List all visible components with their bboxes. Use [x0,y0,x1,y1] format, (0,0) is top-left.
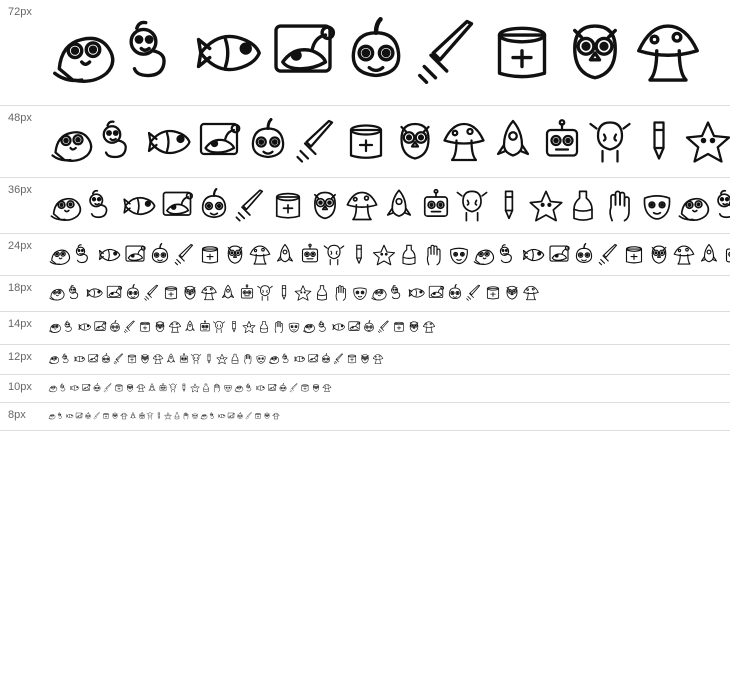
mask-doodle-icon [351,284,369,302]
worm-doodle-icon [61,353,73,365]
sword-doodle-icon [597,243,621,267]
anglerfish-doodle-icon [87,353,99,365]
star-doodle-icon [294,284,312,302]
jar-doodle-icon [484,284,502,302]
bottle-doodle-icon [201,383,211,393]
hand-doodle-icon [212,383,222,393]
worm-doodle-icon [63,320,77,334]
mushroom-doodle-icon [422,320,436,334]
worm-doodle-icon [713,188,730,224]
specimen-row-8px [0,403,730,431]
mushroom-doodle-icon [522,284,540,302]
anglerfish-doodle-icon [123,243,147,267]
specimen-row-24px [0,234,730,276]
sword-doodle-icon [333,353,345,365]
pencil-doodle-icon [179,383,189,393]
fish-doodle-icon [256,383,266,393]
alien-doodle-icon [212,320,226,334]
sword-doodle-icon [377,320,391,334]
specimen-sample-14px [48,320,730,337]
bird-doodle-icon [370,284,388,302]
jar-doodle-icon [486,17,558,89]
rocket-doodle-icon [219,284,237,302]
fish-doodle-icon [146,118,194,166]
robot-doodle-icon [418,188,454,224]
specimen-row-14px [0,312,730,345]
apple-face-doodle-icon [340,17,412,89]
size-label: 72px [8,6,32,18]
alien-doodle-icon [586,118,634,166]
mask-doodle-icon [255,353,267,365]
apple-face-doodle-icon [362,320,376,334]
bird-doodle-icon [48,320,62,334]
apple-face-doodle-icon [196,188,232,224]
pencil-doodle-icon [635,118,683,166]
fish-doodle-icon [218,412,226,420]
bottle-doodle-icon [173,412,181,420]
anglerfish-doodle-icon [267,383,277,393]
rocket-doodle-icon [489,118,537,166]
alien-doodle-icon [322,243,346,267]
robot-doodle-icon [298,243,322,267]
anglerfish-doodle-icon [93,320,107,334]
sword-doodle-icon [93,412,101,420]
apple-face-doodle-icon [100,353,112,365]
anglerfish-doodle-icon [307,353,319,365]
fish-doodle-icon [86,284,104,302]
rocket-doodle-icon [381,188,417,224]
worm-doodle-icon [389,284,407,302]
hand-doodle-icon [422,243,446,267]
jar-doodle-icon [138,320,152,334]
bird-doodle-icon [676,188,712,224]
hand-doodle-icon [242,353,254,365]
apple-face-doodle-icon [148,243,172,267]
bottle-doodle-icon [313,284,331,302]
owl-doodle-icon [647,243,671,267]
specimen-row-12px [0,345,730,375]
owl-doodle-icon [359,353,371,365]
jar-doodle-icon [162,284,180,302]
anglerfish-doodle-icon [347,320,361,334]
owl-doodle-icon [503,284,521,302]
mushroom-doodle-icon [168,320,182,334]
specimen-row-72px [0,0,730,106]
owl-doodle-icon [391,118,439,166]
pencil-doodle-icon [491,188,527,224]
jar-doodle-icon [300,383,310,393]
size-label: 18px [8,282,32,294]
owl-doodle-icon [307,188,343,224]
apple-face-doodle-icon [84,412,92,420]
robot-doodle-icon [538,118,586,166]
specimen-row-10px [0,375,730,403]
mushroom-doodle-icon [200,284,218,302]
owl-doodle-icon [139,353,151,365]
bird-doodle-icon [234,383,244,393]
sword-doodle-icon [173,243,197,267]
apple-face-doodle-icon [278,383,288,393]
alien-doodle-icon [146,412,154,420]
size-label: 10px [8,381,32,393]
rocket-doodle-icon [183,320,197,334]
star-doodle-icon [216,353,228,365]
sword-doodle-icon [103,383,113,393]
specimen-sample-18px [48,284,730,302]
anglerfish-doodle-icon [427,284,445,302]
robot-doodle-icon [198,320,212,334]
mushroom-doodle-icon [672,243,696,267]
anglerfish-doodle-icon [159,188,195,224]
sword-doodle-icon [245,412,253,420]
sword-doodle-icon [293,118,341,166]
pencil-doodle-icon [155,412,163,420]
sword-doodle-icon [113,353,125,365]
mushroom-doodle-icon [632,17,704,89]
fish-doodle-icon [122,188,158,224]
fish-doodle-icon [522,243,546,267]
mushroom-doodle-icon [272,412,280,420]
mask-doodle-icon [191,412,199,420]
jar-doodle-icon [198,243,222,267]
mushroom-doodle-icon [120,412,128,420]
fish-doodle-icon [294,353,306,365]
pencil-doodle-icon [227,320,241,334]
star-doodle-icon [164,412,172,420]
fish-doodle-icon [66,412,74,420]
robot-doodle-icon [158,383,168,393]
apple-face-doodle-icon [124,284,142,302]
mushroom-doodle-icon [322,383,332,393]
mushroom-doodle-icon [440,118,488,166]
jar-doodle-icon [254,412,262,420]
apple-face-doodle-icon [236,412,244,420]
worm-doodle-icon [245,383,255,393]
sword-doodle-icon [289,383,299,393]
bird-doodle-icon [48,17,120,89]
jar-doodle-icon [126,353,138,365]
owl-doodle-icon [125,383,135,393]
star-doodle-icon [242,320,256,334]
specimen-row-48px [0,106,730,178]
worm-doodle-icon [57,412,65,420]
bottle-doodle-icon [257,320,271,334]
fish-doodle-icon [194,17,266,89]
bird-doodle-icon [48,188,84,224]
mask-doodle-icon [223,383,233,393]
hand-doodle-icon [272,320,286,334]
size-label: 12px [8,351,32,363]
bird-doodle-icon [48,284,66,302]
bottle-doodle-icon [565,188,601,224]
owl-doodle-icon [153,320,167,334]
alien-doodle-icon [190,353,202,365]
owl-doodle-icon [263,412,271,420]
anglerfish-doodle-icon [547,243,571,267]
jar-doodle-icon [102,412,110,420]
bird-doodle-icon [48,353,60,365]
specimen-row-18px [0,276,730,312]
jar-doodle-icon [342,118,390,166]
sword-doodle-icon [465,284,483,302]
owl-doodle-icon [181,284,199,302]
bottle-doodle-icon [229,353,241,365]
specimen-sample-10px [48,380,730,397]
alien-doodle-icon [256,284,274,302]
bird-doodle-icon [48,118,96,166]
jar-doodle-icon [270,188,306,224]
mushroom-doodle-icon [152,353,164,365]
anglerfish-doodle-icon [75,412,83,420]
sword-doodle-icon [123,320,137,334]
rocket-doodle-icon [273,243,297,267]
bird-doodle-icon [48,412,56,420]
sword-doodle-icon [233,188,269,224]
sword-doodle-icon [143,284,161,302]
sword-doodle-icon [413,17,485,89]
worm-doodle-icon [59,383,69,393]
owl-doodle-icon [223,243,247,267]
fish-doodle-icon [332,320,346,334]
mushroom-doodle-icon [372,353,384,365]
fish-doodle-icon [78,320,92,334]
owl-doodle-icon [111,412,119,420]
pencil-doodle-icon [347,243,371,267]
owl-doodle-icon [407,320,421,334]
worm-doodle-icon [97,118,145,166]
rocket-doodle-icon [697,243,721,267]
size-label: 36px [8,184,32,196]
mushroom-doodle-icon [344,188,380,224]
jar-doodle-icon [392,320,406,334]
bird-doodle-icon [48,243,72,267]
star-doodle-icon [372,243,396,267]
rocket-doodle-icon [165,353,177,365]
jar-doodle-icon [622,243,646,267]
size-label: 14px [8,318,32,330]
robot-doodle-icon [138,412,146,420]
bird-doodle-icon [200,412,208,420]
fish-doodle-icon [98,243,122,267]
worm-doodle-icon [67,284,85,302]
apple-face-doodle-icon [572,243,596,267]
jar-doodle-icon [114,383,124,393]
fish-doodle-icon [74,353,86,365]
star-doodle-icon [684,118,730,166]
worm-doodle-icon [85,188,121,224]
anglerfish-doodle-icon [105,284,123,302]
fish-doodle-icon [70,383,80,393]
bottle-doodle-icon [397,243,421,267]
anglerfish-doodle-icon [227,412,235,420]
star-doodle-icon [528,188,564,224]
apple-face-doodle-icon [108,320,122,334]
mushroom-doodle-icon [136,383,146,393]
specimen-sample-72px [48,17,730,89]
robot-doodle-icon [722,243,730,267]
star-doodle-icon [190,383,200,393]
size-label: 48px [8,112,32,124]
fish-doodle-icon [408,284,426,302]
hand-doodle-icon [182,412,190,420]
bird-doodle-icon [268,353,280,365]
mask-doodle-icon [447,243,471,267]
worm-doodle-icon [121,17,193,89]
specimen-sample-8px [48,408,730,425]
worm-doodle-icon [281,353,293,365]
apple-face-doodle-icon [446,284,464,302]
page-whitespace [0,431,730,691]
bird-doodle-icon [48,383,58,393]
pencil-doodle-icon [203,353,215,365]
anglerfish-doodle-icon [195,118,243,166]
alien-doodle-icon [168,383,178,393]
anglerfish-doodle-icon [81,383,91,393]
apple-face-doodle-icon [92,383,102,393]
bird-doodle-icon [472,243,496,267]
hand-doodle-icon [602,188,638,224]
size-label: 8px [8,409,26,421]
robot-doodle-icon [178,353,190,365]
apple-face-doodle-icon [244,118,292,166]
robot-doodle-icon [238,284,256,302]
specimen-row-36px [0,178,730,234]
size-label: 24px [8,240,32,252]
worm-doodle-icon [497,243,521,267]
anglerfish-doodle-icon [267,17,339,89]
pencil-doodle-icon [275,284,293,302]
apple-face-doodle-icon [320,353,332,365]
rocket-doodle-icon [147,383,157,393]
mushroom-doodle-icon [248,243,272,267]
specimen-sample-48px [48,118,730,166]
owl-doodle-icon [311,383,321,393]
worm-doodle-icon [209,412,217,420]
rocket-doodle-icon [129,412,137,420]
owl-doodle-icon [559,17,631,89]
hand-doodle-icon [332,284,350,302]
mask-doodle-icon [639,188,675,224]
specimen-sample-12px [48,351,730,368]
mask-doodle-icon [287,320,301,334]
specimen-sample-24px [48,243,730,267]
worm-doodle-icon [73,243,97,267]
worm-doodle-icon [317,320,331,334]
bird-doodle-icon [302,320,316,334]
specimen-sample-36px [48,188,730,224]
alien-doodle-icon [454,188,490,224]
jar-doodle-icon [346,353,358,365]
